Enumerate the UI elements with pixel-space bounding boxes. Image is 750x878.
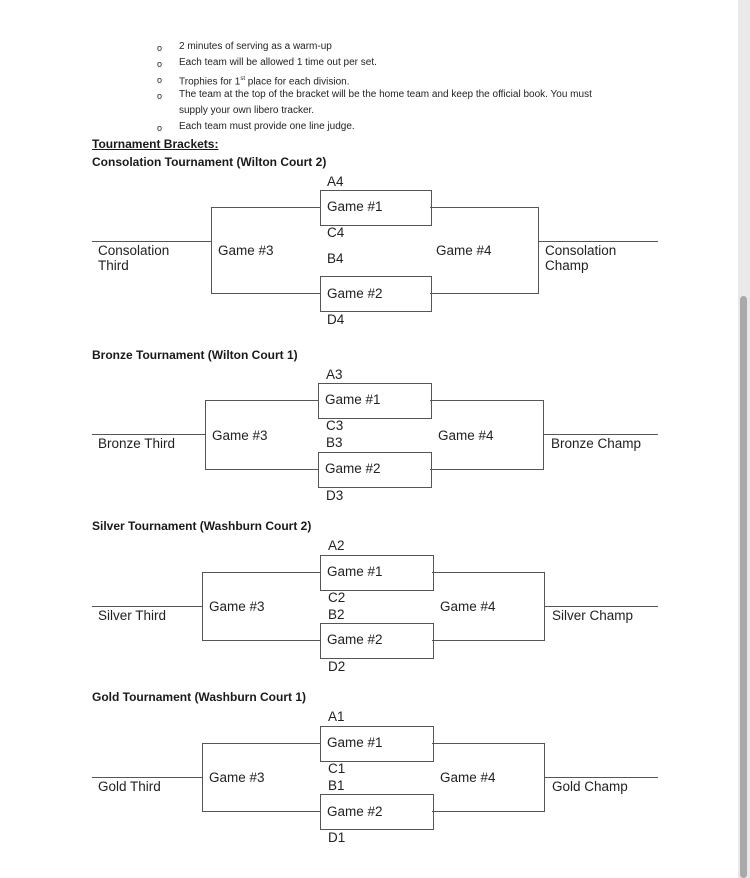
seed-label: A4 <box>327 174 344 189</box>
bullet-marker: o <box>157 75 163 85</box>
bracket-line <box>538 207 539 294</box>
bracket-line <box>432 811 545 812</box>
third-place-line <box>92 434 205 435</box>
seed-label: A3 <box>326 367 343 382</box>
tournament-brackets-heading: Tournament Brackets: <box>92 137 219 151</box>
bracket-line <box>430 207 539 208</box>
game-3-label: Game #3 <box>209 770 265 785</box>
game-2-label: Game #2 <box>327 632 383 647</box>
rule-text-continued: supply your own libero tracker. <box>179 105 315 116</box>
bracket-line <box>202 572 320 573</box>
game-4-label: Game #4 <box>440 770 496 785</box>
rule-text: Each team will be allowed 1 time out per set. <box>179 57 377 68</box>
bracket-line <box>432 640 545 641</box>
seed-label: C1 <box>328 761 346 776</box>
rule-text: Each team must provide one line judge. <box>179 121 355 132</box>
game-2-label: Game #2 <box>327 804 383 819</box>
game-3-label: Game #3 <box>209 599 265 614</box>
third-place-line <box>92 606 202 607</box>
bracket-line <box>202 640 320 641</box>
game-4-label: Game #4 <box>438 428 494 443</box>
game-1-label: Game #1 <box>325 392 381 407</box>
bracket-line <box>430 400 544 401</box>
seed-label: C4 <box>327 225 345 240</box>
bracket-title: Bronze Tournament (Wilton Court 1) <box>92 348 298 362</box>
seed-label: C2 <box>328 590 346 605</box>
bullet-marker: o <box>157 59 163 69</box>
rule-text: The team at the top of the bracket will be the home team and keep the official book. You must <box>179 89 592 100</box>
bracket-line <box>430 293 539 294</box>
seed-label: B2 <box>328 607 345 622</box>
champion-line <box>539 241 658 242</box>
game-2-label: Game #2 <box>325 461 381 476</box>
rule-text: Trophies for 1st place for each division. <box>179 76 350 88</box>
third-place-label: Bronze Third <box>98 436 176 451</box>
game-4-label: Game #4 <box>440 599 496 614</box>
game-3-label: Game #3 <box>218 243 274 258</box>
game-1-label: Game #1 <box>327 564 383 579</box>
bracket-line <box>211 207 212 294</box>
seed-label: C3 <box>326 418 344 433</box>
bracket-line <box>202 572 203 641</box>
game-3-label: Game #3 <box>212 428 268 443</box>
bracket-line <box>430 469 544 470</box>
champion-line <box>544 434 658 435</box>
seed-label: A2 <box>328 538 345 553</box>
bracket-title: Silver Tournament (Washburn Court 2) <box>92 519 312 533</box>
champion-label: Gold Champ <box>552 779 628 794</box>
third-place-label: Silver Third <box>98 608 167 623</box>
champion-label: Bronze Champ <box>551 436 642 451</box>
bullet-marker: o <box>157 91 163 101</box>
champion-label: Consolation Champ <box>545 243 617 273</box>
bracket-line <box>211 207 320 208</box>
seed-label: D1 <box>328 830 346 845</box>
bracket-line <box>205 400 318 401</box>
third-place-label: Consolation Third <box>98 243 170 273</box>
champion-line <box>545 606 658 607</box>
bracket-line <box>432 572 545 573</box>
bracket-line <box>202 811 320 812</box>
bracket-line <box>211 293 320 294</box>
third-place-label: Gold Third <box>98 779 161 794</box>
bracket-line <box>202 743 320 744</box>
vertical-scrollbar-thumb[interactable] <box>740 296 747 878</box>
third-place-line <box>92 777 202 778</box>
bracket-line <box>543 400 544 470</box>
seed-label: D2 <box>328 659 346 674</box>
bullet-marker: o <box>157 123 163 133</box>
champion-line <box>545 777 658 778</box>
game-2-label: Game #2 <box>327 286 383 301</box>
bullet-marker: o <box>157 43 163 53</box>
third-place-line <box>92 241 211 242</box>
seed-label: A1 <box>328 709 345 724</box>
bracket-title: Consolation Tournament (Wilton Court 2) <box>92 155 327 169</box>
seed-label: B4 <box>327 251 344 266</box>
seed-label: D4 <box>327 312 345 327</box>
seed-label: D3 <box>326 488 344 503</box>
game-4-label: Game #4 <box>436 243 492 258</box>
bracket-title: Gold Tournament (Washburn Court 1) <box>92 690 306 704</box>
bracket-line <box>432 743 545 744</box>
game-1-label: Game #1 <box>327 199 383 214</box>
bracket-line <box>202 743 203 812</box>
bracket-line <box>205 469 318 470</box>
game-1-label: Game #1 <box>327 735 383 750</box>
bracket-line <box>205 400 206 470</box>
seed-label: B3 <box>326 435 343 450</box>
seed-label: B1 <box>328 778 345 793</box>
champion-label: Silver Champ <box>552 608 634 623</box>
rule-text: 2 minutes of serving as a warm-up <box>179 41 332 52</box>
